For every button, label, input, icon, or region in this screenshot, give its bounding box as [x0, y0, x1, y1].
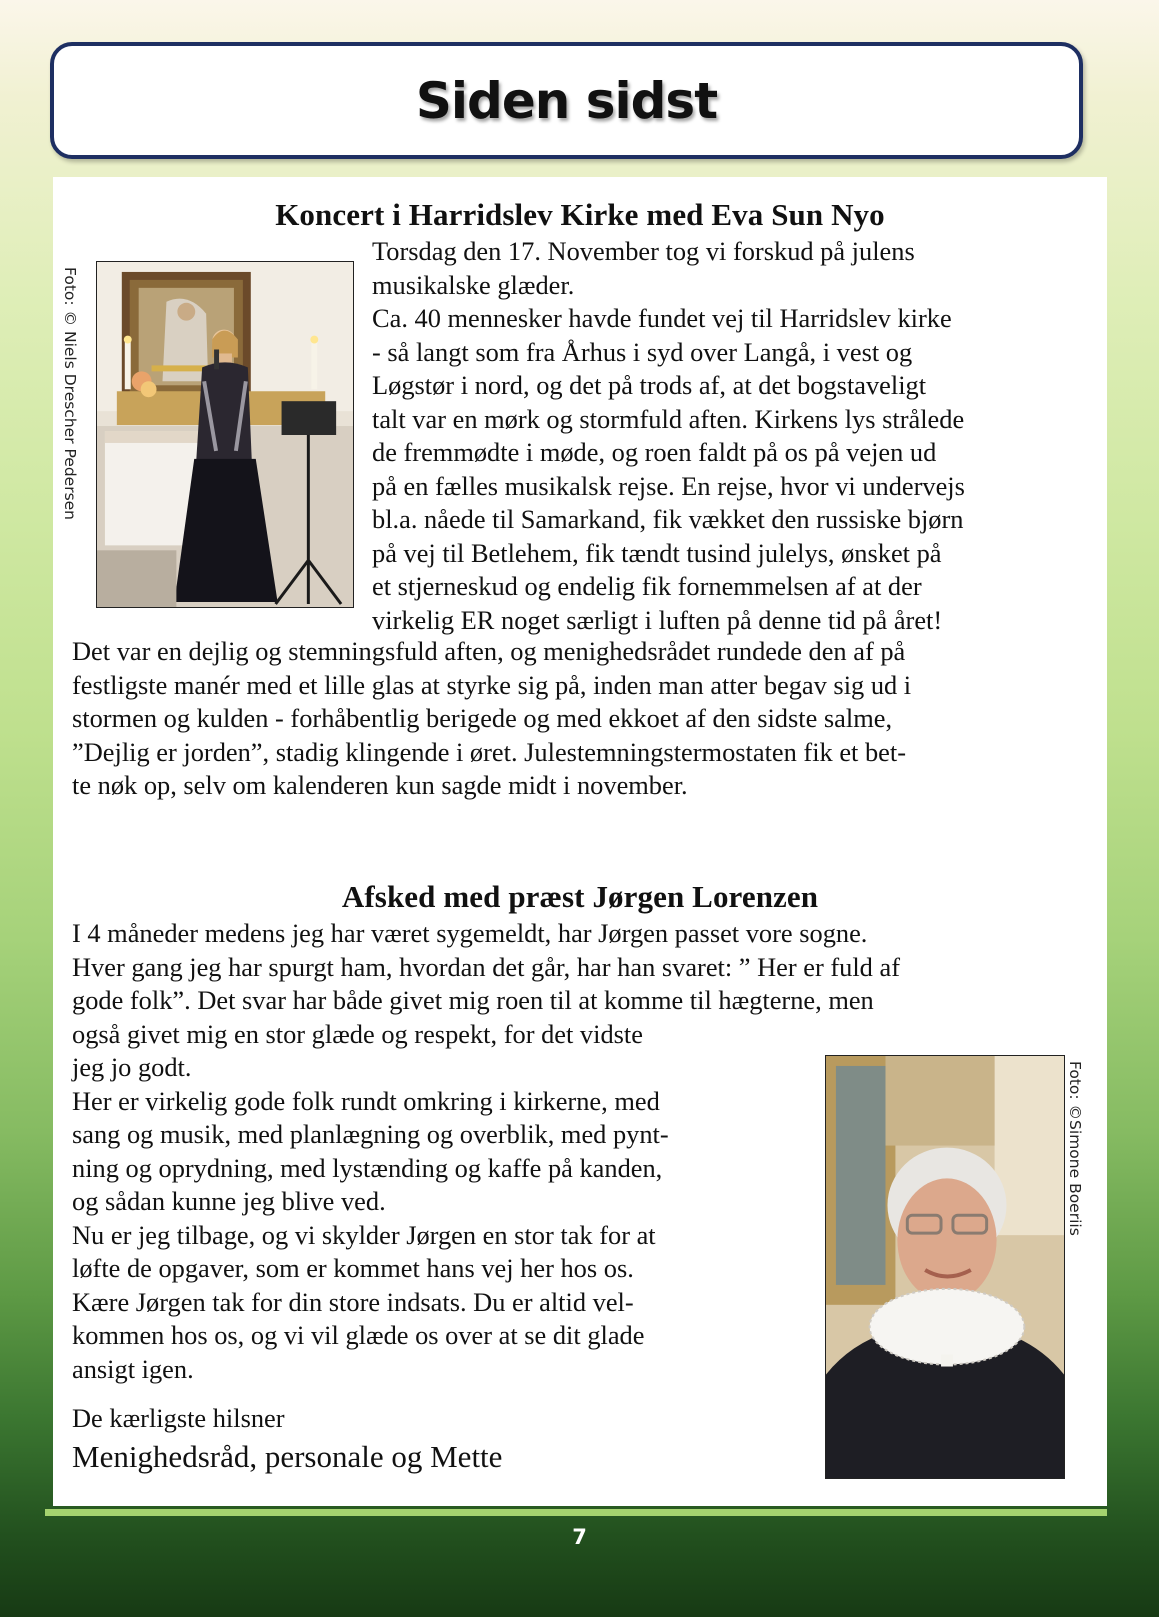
- text-line: gode folk”. Det svar har både givet mig roen til at komme til hægterne, men: [72, 985, 874, 1015]
- text-line: Løgstør i nord, og det på trods af, at det bogstaveligt: [372, 370, 927, 400]
- text-line: te nøk op, selv om kalenderen kun sagde midt i november.: [72, 770, 688, 800]
- text-line: virkelig ER noget særligt i luften på denne tid på året!: [372, 604, 943, 635]
- greeting: De kærligste hilsner: [72, 1403, 285, 1433]
- farewell-text: [72, 917, 900, 1386]
- text-line: Torsdag den 17. November tog vi forskud på julens: [372, 236, 915, 266]
- text-line: Nu er jeg tilbage, og vi skylder Jørgen en stor tak for at: [72, 1219, 656, 1250]
- section-title-box: [50, 42, 1083, 159]
- text-line: Ca. 40 mennesker havde fundet vej til Harridslev kirke: [372, 303, 952, 333]
- text-line: Det var en dejlig og stemningsfuld aften, og menighedsrådet rundede den af på: [72, 636, 906, 666]
- text-line: jeg jo godt.: [72, 1052, 192, 1082]
- concert-photo-credit: Foto: © Niels Drescher Pedersen: [61, 267, 79, 521]
- signature: Menighedsråd, personale og Mette: [72, 1439, 503, 1474]
- section-title: Siden sidst: [415, 71, 718, 130]
- text-line: talt var en mørk og stormfuld aften. Kirkens lys strålede: [372, 403, 965, 434]
- footer-line: [45, 1509, 1107, 1516]
- text-line: stormen og kulden - forhåbentlig berigede og med ekkoet af den sidste salme,: [72, 703, 893, 733]
- concert-photo-icon: [96, 261, 354, 608]
- farewell-photo-credit: Foto: ©Simone Boeriis: [1066, 1061, 1084, 1236]
- text-line: på en fælles musikalsk rejse. En rejse, hvor vi undervejs: [372, 470, 965, 501]
- concert-heading: Koncert i Harridslev Kirke med Eva Sun Nyo: [275, 197, 885, 232]
- text-line: musikalske glæder.: [372, 269, 575, 300]
- text-line: ansigt igen.: [72, 1353, 194, 1384]
- text-line: bl.a. nåede til Samarkand, fik vækket den russiske bjørn: [372, 504, 964, 534]
- text-line: de fremmødte i møde, og roen faldt på os på vejen ud: [372, 437, 937, 467]
- text-line: ning og oprydning, med lystænding og kaffe på kanden,: [72, 1152, 663, 1183]
- text-line: Her er virkelig gode folk rundt omkring i kirkerne, med: [72, 1085, 660, 1116]
- text-line: og sådan kunne jeg blive ved.: [72, 1186, 386, 1216]
- text-line: Hver gang jeg har spurgt ham, hvordan det går, har han svaret: ” Her er fuld af: [72, 951, 900, 982]
- text-line: - så langt som fra Århus i syd over Langå, i vest og: [372, 336, 913, 367]
- text-line: ”Dejlig er jorden”, stadig klingende i øret. Julestemningstermostaten fik et bet-: [72, 736, 906, 767]
- priest-portrait-icon: [825, 1055, 1065, 1479]
- text-line: Kære Jørgen tak for din store indsats. Du er altid vel-: [72, 1286, 634, 1317]
- content-panel: [53, 177, 1107, 1506]
- text-line: løfte de opgaver, som er kommet hans vej her hos os.: [72, 1253, 634, 1283]
- text-line: også givet mig en stor glæde og respekt, for det vidste: [72, 1018, 643, 1049]
- concert-text-full-width: [72, 635, 911, 803]
- farewell-heading: Afsked med præst Jørgen Lorenzen: [341, 879, 819, 914]
- text-line: sang og musik, med planlægning og overblik, med pynt-: [72, 1119, 669, 1149]
- text-line: I 4 måneder medens jeg har været sygemeldt, har Jørgen passet vore sogne.: [72, 918, 868, 948]
- page-number: 7: [572, 1525, 587, 1549]
- text-line: festligste manér med et lille glas at styrke sig på, inden man atter begav sig ud i: [72, 669, 912, 700]
- concert-text-beside-photo: [372, 235, 965, 637]
- text-line: kommen hos os, og vi vil glæde os over at se dit glade: [72, 1320, 645, 1350]
- text-line: på vej til Betlehem, fik tændt tusind julelys, ønsket på: [372, 537, 942, 568]
- text-line: et stjerneskud og endelig fik fornemmelsen af at der: [372, 571, 922, 601]
